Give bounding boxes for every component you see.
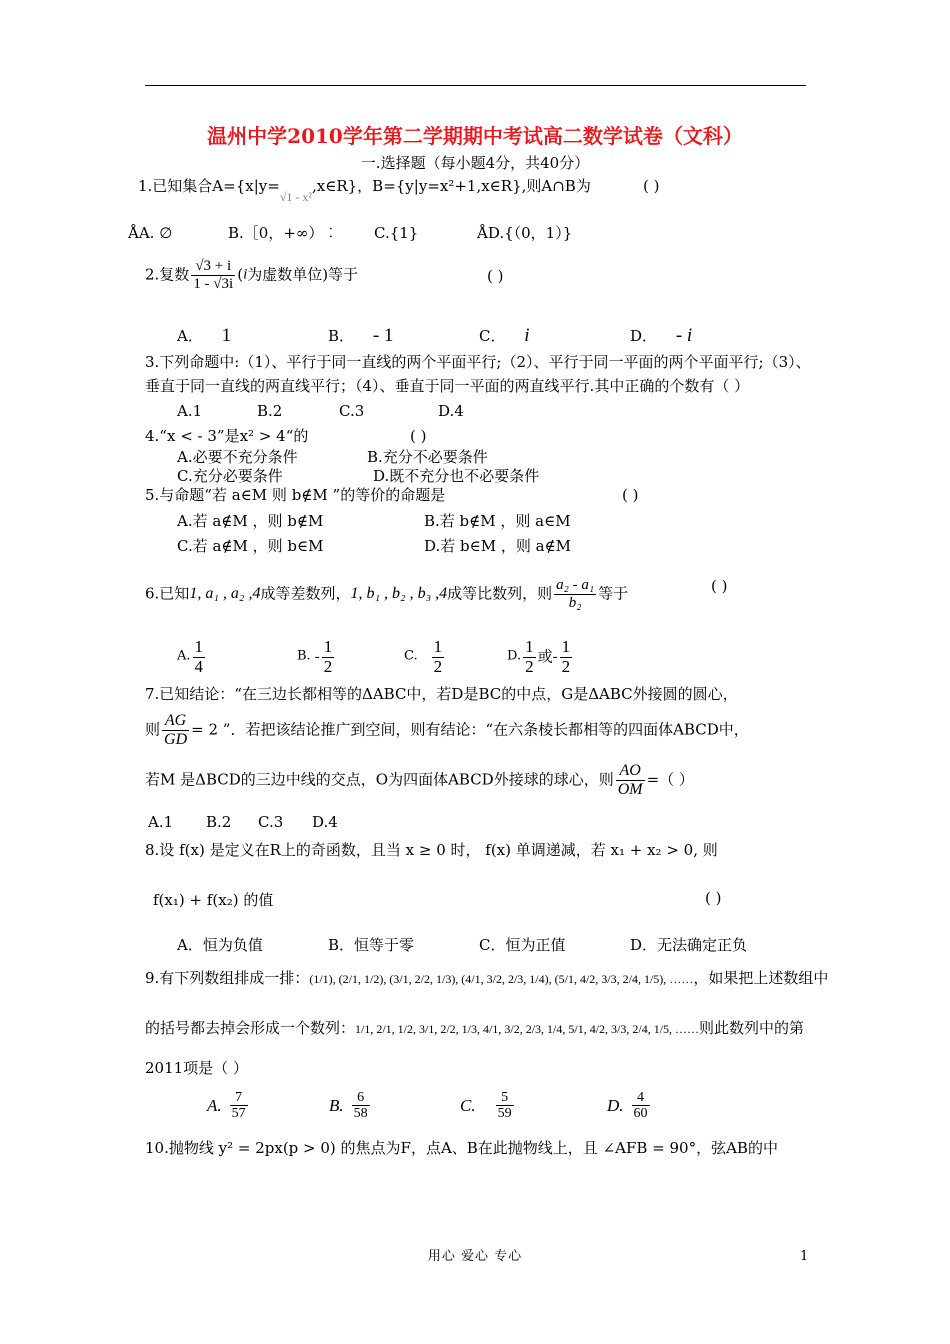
q1-option-a: ÅA. ∅	[128, 224, 173, 242]
q8-line-2: f(x₁) + f(x₂) 的值	[153, 891, 274, 909]
question-2	[145, 258, 358, 292]
q9-sequence: 1/1, 2/1, 1/2, 3/1, 2/2, 1/3, 4/1, 3/2, 2/3, 1/4, 5/1, 4/2, 3/3, 2/4, 1/5, ……	[355, 1022, 700, 1036]
q9-line-3: 2011项是（ ）	[145, 1059, 248, 1077]
page-number: 1	[800, 1249, 809, 1264]
q5-paren: ( )	[622, 486, 639, 504]
q7-fraction-ag-gd: $\frac{AG}{GD}$	[164, 712, 188, 748]
q9-line-1	[145, 970, 828, 987]
q6-option-b: B. - $\frac{1}{2}$	[297, 637, 333, 676]
q9-option-c: C. $\frac{5}{59}$	[460, 1090, 512, 1122]
q1-option-d: ÅD.{（0，1）}	[477, 224, 573, 242]
q2-stem-c: 为虚数单位)等于	[247, 265, 359, 284]
question-6	[145, 577, 628, 611]
q1-option-c: C.{1}	[374, 224, 419, 242]
q6-option-d: D. $\frac{1}{2}$ 或- $\frac{1}{2}$	[507, 637, 571, 676]
q9-line-2	[145, 1020, 804, 1037]
q6-stem-c: 成等比数列，则	[447, 584, 553, 603]
q7-line-3-b: =（ ）	[646, 770, 694, 789]
q6-seq-2: 1, b₁ , b₂ , b₃ ,4	[350, 584, 448, 602]
q4-option-c: C.充分必要条件	[177, 467, 283, 485]
q4-option-b: B.充分不必要条件	[367, 448, 488, 466]
q3-line-1: 3.下列命题中:（1）、平行于同一直线的两个平面平行;（2）、平行于同一平面的两个平面平行;（3）、	[145, 353, 811, 371]
q7-option-d: D.4	[312, 813, 338, 831]
q10-line-1: 10.抛物线 y² = 2px(p > 0) 的焦点为F，点A、B在此抛物线上，且 ∠AFB = 90°，弦AB的中	[145, 1139, 778, 1157]
q6-denominator: b₂	[568, 594, 582, 611]
q5-option-a: A.若 a∉M ，则 b∉M	[177, 512, 324, 530]
q8-option-a: A．恒为负值	[177, 936, 263, 954]
q3-option-d: D.4	[438, 402, 464, 420]
q3-option-b: B.2	[257, 402, 283, 420]
q5-option-d: D.若 b∈M ，则 a∉M	[424, 537, 572, 555]
q5-stem: 5.与命题“若 a∈M 则 b∉M ”的等价的命题是	[145, 486, 446, 504]
footer-motto: 用心 爱心 专心	[427, 1249, 523, 1264]
q9-option-a: A. $\frac{7}{57}$	[207, 1090, 246, 1122]
q7-line-2-b: = 2 ”．若把该结论推广到空间，则有结论：“在六条棱长都相等的四面体ABCD中，	[191, 720, 749, 739]
q2-fraction	[191, 258, 235, 292]
q6-stem-a: 6.已知	[145, 584, 190, 603]
q6-seq-1: 1, a₁ , a₂ ,4	[189, 584, 261, 602]
q1-option-b: B.［0，+∞）︰	[228, 224, 339, 242]
q3-option-a: A.1	[177, 402, 203, 420]
top-rule	[145, 85, 806, 86]
q7-option-b: B.2	[206, 813, 232, 831]
q2-option-b: B． - 1	[328, 325, 394, 346]
q5-option-b: B.若 b∉M ，则 a∈M	[424, 512, 571, 530]
q9-line-2-b: 则此数列中的第	[699, 1019, 805, 1037]
q2-denominator: 1 - √3i	[193, 275, 234, 292]
q6-option-c: C. $\frac{1}{2}$	[404, 637, 443, 676]
q9-line-2-a: 的括号都去掉会形成一个数列：	[145, 1019, 356, 1037]
section-heading: 一.选择题（每小题4分，共40分）	[360, 154, 590, 172]
q7-option-a: A.1	[148, 813, 174, 831]
q1-paren: ( )	[643, 177, 660, 195]
q2-stem-b: (	[237, 265, 244, 284]
q8-paren: ( )	[705, 889, 722, 907]
q7-line-3-a: 若M 是ΔBCD的三边中线的交点，O为四面体ABCD外接球的球心，则	[145, 770, 614, 789]
q2-i-var: i	[243, 266, 248, 283]
q2-option-a: A． 1	[177, 325, 232, 346]
q6-fraction	[554, 577, 596, 611]
q8-option-c: C．恒为正值	[479, 936, 566, 954]
q4-paren: ( )	[410, 427, 427, 445]
q9-groups: (1/1), (2/1, 1/2), (3/1, 2/2, 1/3), (4/1, 3/2, 2/3, 1/4), (5/1, 4/2, 3/3, 2/4, 1/5), ……	[309, 972, 694, 986]
q6-option-a: A. $\frac{1}{4}$	[177, 637, 204, 676]
q9-line-1-b: ，如果把上述数组中	[693, 969, 829, 987]
q7-line-3	[145, 762, 694, 798]
q8-option-b: B．恒等于零	[328, 936, 415, 954]
q2-option-c: C． i	[479, 325, 530, 346]
q6-numerator: a₂ - a₁	[556, 577, 595, 593]
q8-line-1: 8.设 f(x) 是定义在R上的奇函数，且当 x ≥ 0 时， f(x) 单调递减，若 x₁ + x₂ > 0, 则	[145, 841, 718, 859]
q7-line-2-a: 则	[145, 720, 161, 739]
q3-line-2: 垂直于同一直线的两直线平行；（4）、垂直于同一平面的两直线平行.其中正确的个数有（ ）	[145, 377, 750, 395]
q2-stem-a: 2.复数	[145, 265, 190, 284]
q4-option-a: A.必要不充分条件	[177, 448, 298, 466]
question-1	[138, 177, 591, 204]
q7-line-1: 7.已知结论：“在三边长都相等的ΔABC中，若D是BC的中点，G是ΔABC外接圆的圆心，	[145, 685, 738, 703]
q5-option-c: C.若 a∉M ，则 b∈M	[177, 537, 324, 555]
q4-option-d: D.既不充分也不必要条件	[373, 467, 540, 485]
q9-option-d: D. $\frac{4}{60}$	[607, 1090, 648, 1122]
exam-title: 温州中学2010学年第二学期期中考试高二数学试卷（文科）	[207, 124, 743, 148]
q1-stem-b: ,x∈R}，B={y|y=x²+1,x∈R},则A∩B为	[312, 177, 591, 195]
q2-paren: ( )	[487, 267, 504, 285]
q7-option-c: C.3	[258, 813, 284, 831]
q1-sqrt: √1 - x²	[279, 190, 312, 204]
q6-stem-b: 成等差数列，	[260, 584, 351, 603]
q6-stem-d: 等于	[598, 584, 629, 603]
q2-numerator: √3 + i	[191, 258, 235, 276]
q1-stem-a: 1.已知集合A={x|y=	[138, 177, 280, 195]
q6-paren: ( )	[711, 577, 728, 595]
q2-option-d: D． - i	[630, 325, 693, 346]
q9-option-b: B. $\frac{6}{58}$	[329, 1090, 368, 1122]
q9-line-1-a: 9.有下列数组排成一排：	[145, 969, 310, 987]
q7-fraction-ao-om: $\frac{AO}{OM}$	[617, 762, 643, 798]
q8-option-d: D．无法确定正负	[630, 936, 748, 954]
q4-stem: 4.“x < - 3”是x² > 4“的	[145, 427, 309, 445]
q7-line-2	[145, 712, 749, 748]
q3-option-c: C.3	[339, 402, 365, 420]
